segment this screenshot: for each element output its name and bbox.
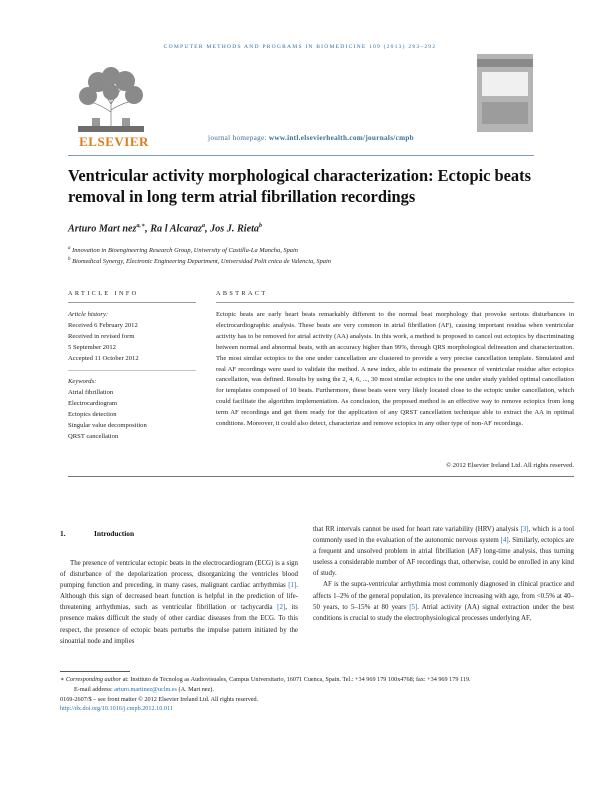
affiliation-b-text: Biomedical Synergy, Electronic Engineering Department, Universidad Polit cnica de Valencia, Spain <box>72 258 331 266</box>
journal-citation: COMPUTER METHODS AND PROGRAMS IN BIOMEDICINE 109 (2013) 283–292 <box>163 44 437 50</box>
section-title: Introduction <box>94 529 135 538</box>
email-note <box>60 685 574 695</box>
section-divider <box>68 476 574 477</box>
keywords-list <box>68 376 193 442</box>
section-heading-introduction <box>60 529 300 538</box>
footnotes <box>60 675 574 714</box>
journal-homepage <box>160 134 462 142</box>
homepage-link[interactable]: www.intl.elsevierhealth.com/journals/cmpb <box>268 134 414 142</box>
paragraph-text: . Atrial activity (AA) signal extraction under the best conditions is crucial to study the electrophysiological processes underlying AF, <box>313 603 574 622</box>
citation-link[interactable]: [2] <box>277 604 286 612</box>
paragraph-text: AF is the supra-ventricular arrhythmia most commonly diagnosed in clinical practice and affects 1–2% of the general population, its prevalence increasing with age, from <0.5% at 40–50 years, to 5–15% at 80 years <box>313 581 574 611</box>
citation-link[interactable]: [5] <box>409 603 418 611</box>
publisher-name: ELSEVIER <box>79 134 149 149</box>
author-list: Arturo Mart nez$^{a,∗}$, Ra l Alcaraz$^a$, Jos J. Rieta$^b$ <box>68 223 263 235</box>
journal-cover-thumbnail <box>477 54 533 132</box>
affiliation-a-text: Innovation in Bioengineering Research Group, University of Castilla-La Mancha, Spain <box>72 247 298 255</box>
author-1: Arturo Mart nez <box>68 223 137 235</box>
issn-line: 0169-2607/$ – see front matter © 2012 Elsevier Ireland Ltd. All rights reserved. <box>60 695 259 703</box>
intro-right-column <box>313 524 574 624</box>
email-link[interactable]: arturo.martinez@uclm.es <box>114 685 177 693</box>
footnote-rule <box>60 671 130 672</box>
keyword-item: Electrocardiogram <box>68 400 118 407</box>
abstract-copyright: © 2012 Elsevier Ireland Ltd. All rights reserved. <box>446 462 574 469</box>
keywords-rule <box>68 370 196 371</box>
paragraph-text: The presence of ventricular ectopic beats in the electrocardiogram (ECG) is a sign of disturbance of the depolarization process, disorganizing the ventricles blood pumping function and preceding, in many cases, malignant cardiac arrhythmias <box>60 560 298 590</box>
email-label: E-mail address: <box>74 685 115 693</box>
paragraph-text: , which is a tool commonly used in the evaluation of the autonomic nervous system <box>313 526 575 545</box>
history-line: 5 September 2012 <box>68 344 116 351</box>
paragraph-text: . Although this sign of decreased heart function is helpful in the prediction of life-threatening arrhythmias, such as ventricular fibrillation or tachycardia <box>60 582 298 612</box>
keyword-item: Singular value decomposition <box>68 422 147 429</box>
cover-band <box>477 59 533 67</box>
keyword-item: Ectopics detection <box>68 411 117 418</box>
email-after: (A. Mart nez). <box>176 685 214 693</box>
header-rule <box>68 155 534 156</box>
article-info-rule <box>68 302 196 303</box>
abstract-heading: ABSTRACT <box>216 290 268 297</box>
body-paragraph <box>60 558 298 647</box>
section-number: 1. <box>60 529 66 538</box>
corresponding-label: ∗ Corresponding author <box>60 676 122 683</box>
homepage-label: journal homepage: <box>208 134 269 142</box>
abstract-rule <box>216 302 574 303</box>
author-2-mark: a <box>201 223 205 229</box>
abstract-text: Ectopic beats are early heart beats remarkably different to the normal beat morphology that provoke serious disturbances in electrocardiographic analysis. These beats are very common in atrial fibrillation (AF), causing important residua when ventricular activity has to be removed for atrial activity (AA) analysis. In this work, a method is proposed to cancel out ectopics by discriminating between normal and abnormal beats, with an accuracy higher than 99%, through QRS morphological delineation and characterization. The most similar ectopics to the one under cancellation are clustered to provide a very precise cancellation template. Simulated and real AF recordings were used to validate the method. A new index, able to estimate the presence of ventricular residue after ectopics cancellation, was defined. Results by using the 2, 4, 6, ..., 30 most similar ectopics to the one under study yielded optimal cancellation for templates composed of 10 beats. Furthermore, these beats were very likely located close to the ectopic under cancellation, which could facilitate the algorithm implementation. As conclusion, the proposed method is an effective way to remove ectopics from long term AF recordings and get them ready for the application of any QRST cancellation technique able to extract the AA in optimal conditions. Moreover, it could also detect, characterize and remove ectopics in any other type of non-AF recordings. <box>216 311 574 428</box>
history-line: Received in revised form <box>68 333 135 340</box>
cover-title-area <box>482 72 528 96</box>
history-line: Received 6 February 2012 <box>68 322 138 329</box>
body-paragraph <box>313 524 574 579</box>
keywords-label: Keywords: <box>68 378 97 385</box>
affiliation-a-mark: a <box>68 246 71 251</box>
paragraph-text: that RR intervals cannot be used for heart rate variability (HRV) analysis <box>313 526 521 533</box>
keyword-item: QRST cancellation <box>68 433 119 440</box>
history-label: Article history: <box>68 311 109 318</box>
citation-link[interactable]: [4] <box>500 537 509 545</box>
author-2: Ra l Alcaraz <box>150 223 202 235</box>
affiliation-a <box>68 246 538 254</box>
history-line: Accepted 11 October 2012 <box>68 355 139 362</box>
affiliation-b <box>68 257 538 265</box>
citation-link[interactable]: [3] <box>520 526 529 533</box>
author-3: Jos J. Rieta <box>210 223 260 235</box>
corresponding-text: at: Instituto de Tecnolog as Audiovisuales, Campus Universitario, 16071 Cuenca, Spain. Tel.: +34 969 179 100x4768; fax: +34 969 179 119. <box>121 676 471 683</box>
author-3-mark: b <box>259 223 263 229</box>
corresponding-author-note <box>60 675 574 685</box>
article-info-heading: ARTICLE INFO <box>68 290 139 297</box>
doi-link[interactable]: http://dx.doi.org/10.1016/j.cmpb.2012.10.011 <box>60 705 173 713</box>
body-paragraph <box>313 579 574 623</box>
article-title: Ventricular activity morphological characterization: Ectopic beats removal in long term atrial fibrillation recordings <box>68 166 531 206</box>
intro-left-column <box>60 558 298 647</box>
keyword-item: Atrial fibrillation <box>68 389 114 396</box>
paragraph-text: . Similarly, ectopics are a frequent and unsolved problem in atrial fibrillation (AF) long-time analysis, thus turning useless a considerable number of AF recordings that, otherwise, could be enrolled in any kind of study. <box>313 537 574 578</box>
paragraph-text: , its presence makes difficult the study of other cardiac diseases from the ECG. To this respect, the presence of ectopic beats perturbs the impulse pattern initiated by the sinoatrial node and implies <box>60 604 298 645</box>
article-history <box>68 309 193 364</box>
cover-image-area <box>482 102 528 124</box>
affiliation-b-mark: b <box>68 257 71 262</box>
author-1-mark: a,∗ <box>136 223 146 229</box>
citation-link[interactable]: [1] <box>288 582 297 590</box>
